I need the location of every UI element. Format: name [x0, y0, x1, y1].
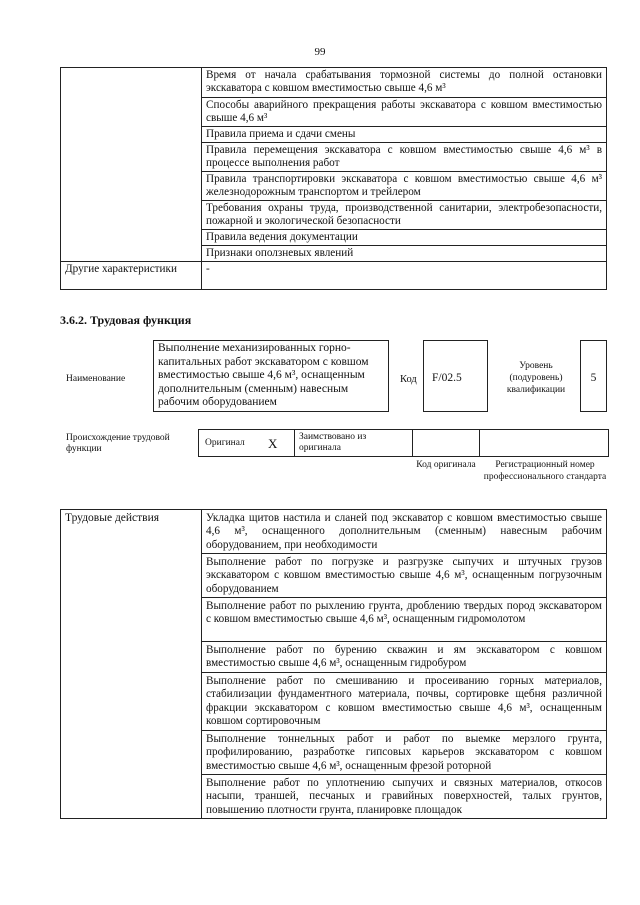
table-cell: Укладка щитов настила и сланей под экскаватор с ковшом вместимостью свыше 4,6 м³, оснащенного дополнительным (сменным) навесным рабочим оборудованием, при необходимости [202, 510, 607, 554]
original-mark: X [268, 436, 278, 451]
table-cell: Признаки оползневых явлений [202, 246, 607, 262]
actions-table [60, 509, 607, 819]
table-cell-label: Трудовые действия [61, 510, 202, 819]
table-cell-label [61, 68, 202, 262]
page-number: 99 [314, 46, 326, 58]
section-title: 3.6.2. Трудовая функция [60, 313, 192, 327]
table-cell: Способы аварийного прекращения работы экскаватора с ковшом вместимостью свыше 4,6 м³ [202, 98, 607, 127]
borrowed-label: Заимствовано из оригинала [299, 432, 367, 453]
function-name-box: Выполнение механизированных горно-капитальных работ экскаватором с ковшом вместимостью свыше 4,6 м³, оснащенным дополнительным (сменным) навесным рабочим оборудованием [153, 340, 389, 412]
table-cell: Правила транспортировки экскаватора с ковшом вместимостью свыше 4,6 м³ железнодорожным транспортом и трейлером [202, 172, 607, 201]
table-row [61, 510, 607, 554]
table-row [61, 68, 607, 98]
table-cell: Выполнение тоннельных работ и работ по выемке мерзлого грунта, профилированию, разработке гипсовых карьеров экскаватором с ковшом вместимостью свыше 4,6 м³, оснащенным фрезой роторной [202, 731, 607, 775]
borrowed-cell [295, 430, 413, 456]
level-value-box: 5 [580, 340, 607, 412]
table-cell: - [202, 262, 607, 290]
table-cell: Выполнение работ по уплотнению сыпучих и связных материалов, откосов насыпи, траншей, песчаных и гравийных поверхностей, талых грунтов, повышению плотности грунта, планировке площадок [202, 775, 607, 819]
code-caption: Код оригинала [416, 460, 476, 470]
knowledge-table [60, 67, 607, 290]
table-cell: Время от начала срабатывания тормозной системы до полной остановки экскаватора с ковшом вместимостью свыше 4,6 м³ [202, 68, 607, 98]
original-label: Оригинал [205, 438, 245, 448]
reg-caption: Регистрационный номер профессионального стандарта [483, 460, 607, 482]
name-label: Наименование [66, 374, 126, 384]
table-cell: Выполнение работ по рыхлению грунта, дроблению твердых пород экскаватором с ковшом вместимостью свыше 4,6 м³, оснащенным гидромолотом [202, 598, 607, 642]
table-cell: Выполнение работ по смешиванию и просеиванию горных материалов, стабилизации фундаментного материала, почвы, сортировке щебня различной фракции экскаватором с ковшом вместимостью свыше 4,6 м³, оснащенным ковшом сортировочным [202, 673, 607, 731]
table-cell: Правила приема и сдачи смены [202, 127, 607, 143]
original-code-cell [413, 430, 480, 456]
table-cell: Правила ведения документации [202, 230, 607, 246]
original-cell [199, 430, 295, 456]
level-label: Уровень (подуровень) квалификации [506, 361, 566, 395]
origin-label: Происхождение трудовой функции [66, 433, 170, 454]
table-row [61, 262, 607, 290]
table-cell-label: Другие характеристики [61, 262, 202, 290]
origin-row [198, 429, 609, 457]
table-cell: Требования охраны труда, производственной санитарии, электробезопасности, пожарной и экологической безопасности [202, 201, 607, 230]
table-cell: Выполнение работ по бурению скважин и ям экскаватором с ковшом вместимостью свыше 4,6 м³, оснащенным гидробуром [202, 642, 607, 673]
function-code-box: F/02.5 [423, 340, 488, 412]
code-label: Код [400, 374, 417, 385]
table-cell: Выполнение работ по погрузке и разгрузке сыпучих и штучных грузов экскаватором с ковшом вместимостью свыше 4,6 м³, оснащенным погрузочным оборудованием [202, 554, 607, 598]
table-cell: Правила перемещения экскаватора с ковшом вместимостью свыше 4,6 м³ в процессе выполнения работ [202, 143, 607, 172]
